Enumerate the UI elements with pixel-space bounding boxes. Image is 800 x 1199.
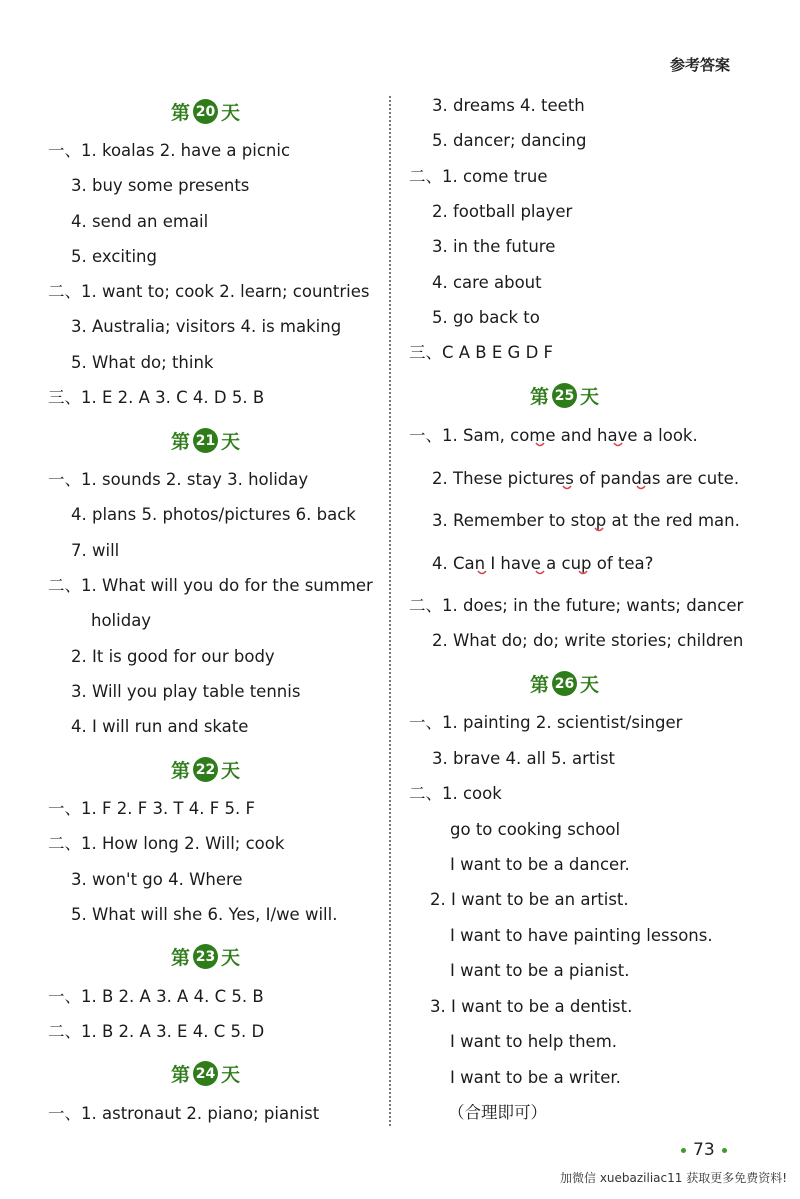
day-suffix: 天 — [221, 760, 241, 782]
answer-line: 3. won't go 4. Where — [71, 870, 243, 889]
answer-line: 二、1. come true — [409, 167, 548, 186]
dot-icon — [681, 1148, 686, 1153]
answer-line: 5. What will she 6. Yes, I/we will. — [71, 905, 338, 924]
answer-line: 4. plans 5. photos/pictures 6. back — [71, 505, 356, 524]
day-number-badge: 20 — [193, 99, 218, 124]
answer-line: I want to help them. — [450, 1032, 618, 1051]
answer-line: 4. Can I have a cup of tea? — [432, 554, 654, 573]
answer-line: 2. I want to be an artist. — [430, 890, 629, 909]
answer-line: 4. send an email — [71, 212, 209, 231]
day-number-badge: 21 — [193, 428, 218, 453]
answer-line: 2. What do; do; write stories; children — [432, 631, 744, 650]
day-suffix: 天 — [580, 386, 600, 408]
day-prefix: 第 — [530, 386, 550, 408]
answer-line: 5. go back to — [432, 308, 540, 327]
answer-line: 5. exciting — [71, 247, 157, 266]
liaison-arc — [637, 486, 645, 489]
answer-line: I want to be a writer. — [450, 1068, 621, 1087]
answer-line: 2. football player — [432, 202, 573, 221]
dot-icon — [722, 1148, 727, 1153]
answer-line: 2. These pictures of pandas are cute. — [432, 469, 740, 488]
day-prefix: 第 — [171, 947, 191, 969]
answer-line: 3. I want to be a dentist. — [430, 997, 633, 1016]
answer-line: 5. dancer; dancing — [432, 131, 587, 150]
day-number-badge: 25 — [552, 383, 577, 408]
liaison-arc — [478, 571, 486, 574]
liaison-arc — [563, 486, 571, 489]
day-prefix: 第 — [530, 674, 550, 696]
answer-line: 2. It is good for our body — [71, 647, 275, 666]
answer-line: 4. care about — [432, 273, 542, 292]
answer-line: 二、1. want to; cook 2. learn; countries — [48, 282, 370, 301]
answer-line: 一、1. koalas 2. have a picnic — [48, 141, 291, 160]
page-header-title: 参考答案 — [669, 56, 730, 74]
day-prefix: 第 — [171, 431, 191, 453]
day-suffix: 天 — [221, 102, 241, 124]
liaison-arc — [614, 443, 622, 446]
answer-line: 3. buy some presents — [71, 176, 250, 195]
answer-line: （合理即可） — [448, 1103, 547, 1122]
answer-line: 一、1. sounds 2. stay 3. holiday — [48, 470, 309, 489]
answer-line: holiday — [91, 611, 152, 630]
page-number — [681, 1140, 727, 1160]
day-prefix: 第 — [171, 1064, 191, 1086]
day-prefix: 第 — [171, 102, 191, 124]
answer-line: 二、1. How long 2. Will; cook — [48, 834, 285, 853]
answer-line: 3. dreams 4. teeth — [432, 96, 585, 115]
liaison-arc — [579, 571, 587, 574]
day-suffix: 天 — [580, 674, 600, 696]
answer-line: I want to be a dancer. — [450, 855, 630, 874]
answer-line: 二、1. B 2. A 3. E 4. C 5. D — [48, 1022, 265, 1041]
answer-line: 3. brave 4. all 5. artist — [432, 749, 616, 768]
answer-line: 一、1. F 2. F 3. T 4. F 5. F — [48, 799, 255, 818]
day-suffix: 天 — [221, 1064, 241, 1086]
day-prefix: 第 — [171, 760, 191, 782]
day-number-badge: 26 — [552, 671, 577, 696]
answer-line: go to cooking school — [450, 820, 621, 839]
answer-line: 三、1. E 2. A 3. C 4. D 5. B — [48, 388, 265, 407]
answer-line: 7. will — [71, 541, 120, 560]
answer-line: 3. Remember to stop at the red man. — [432, 511, 740, 530]
answer-line: 二、1. does; in the future; wants; dancer — [409, 596, 744, 615]
day-26-heading — [530, 670, 599, 697]
answer-line: 5. What do; think — [71, 353, 214, 372]
day-number-badge: 23 — [193, 944, 218, 969]
answer-line: 二、1. cook — [409, 784, 502, 803]
day-number-badge: 22 — [193, 757, 218, 782]
answer-line: 4. I will run and skate — [71, 717, 249, 736]
answer-line: 二、1. What will you do for the summer — [48, 576, 373, 595]
liaison-arc — [536, 571, 544, 574]
answer-line: 3. Will you play table tennis — [71, 682, 301, 701]
day-suffix: 天 — [221, 431, 241, 453]
answer-line: 一、1. painting 2. scientist/singer — [409, 713, 683, 732]
answer-line: 3. Australia; visitors 4. is making — [71, 317, 342, 336]
footer-watermark-text: 加微信 xuebaziliac11 获取更多免费资料! — [560, 1171, 788, 1185]
page-number-text: 73 — [693, 1140, 715, 1160]
answer-line: I want to be a pianist. — [450, 961, 630, 980]
day-suffix: 天 — [221, 947, 241, 969]
answer-line: 三、C A B E G D F — [409, 343, 554, 362]
answer-line: I want to have painting lessons. — [450, 926, 713, 945]
answer-line: 一、1. astronaut 2. piano; pianist — [48, 1104, 320, 1123]
liaison-arc — [536, 443, 544, 446]
answer-line: 一、1. Sam, come and have a look. — [409, 426, 698, 445]
answer-line: 3. in the future — [432, 237, 556, 256]
liaison-arc — [595, 528, 603, 531]
day-number-badge: 24 — [193, 1061, 218, 1086]
answer-line: 一、1. B 2. A 3. A 4. C 5. B — [48, 987, 264, 1006]
